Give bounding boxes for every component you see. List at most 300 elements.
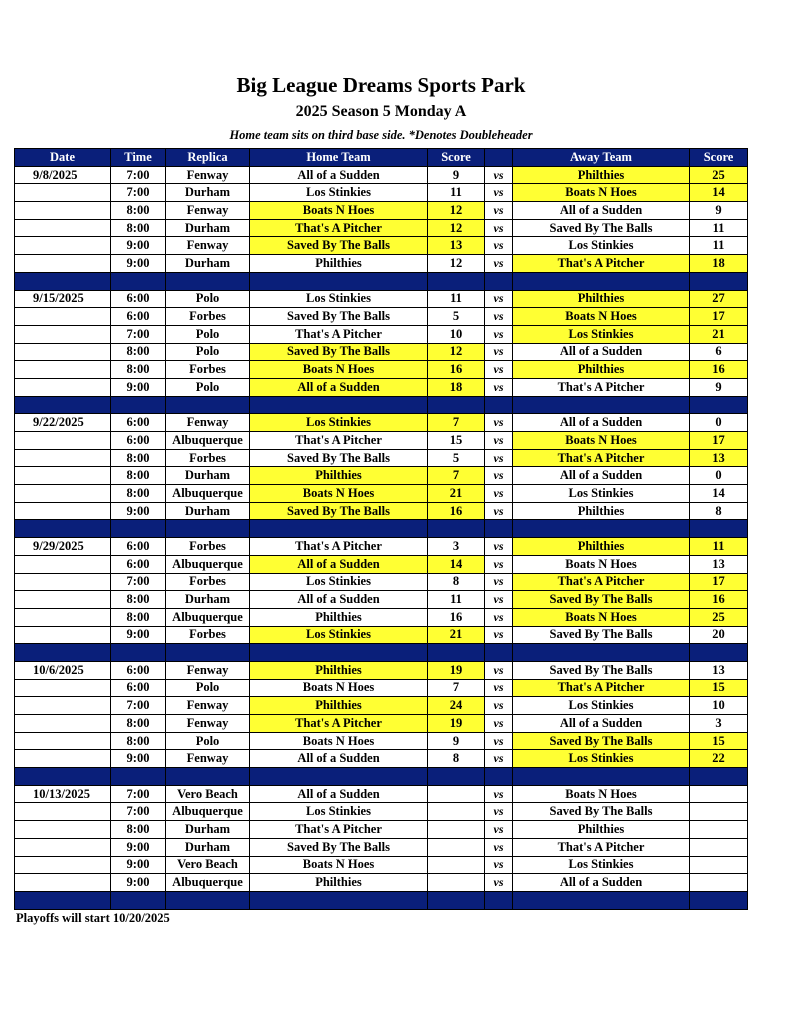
home-score: 9 <box>428 166 485 184</box>
separator-cell <box>166 520 250 538</box>
home-score: 21 <box>428 626 485 644</box>
game-field: Durham <box>166 255 250 273</box>
vs-label: vs <box>485 626 513 644</box>
game-date <box>15 378 111 396</box>
game-time: 6:00 <box>111 308 166 326</box>
home-score <box>428 785 485 803</box>
separator-cell <box>428 272 485 290</box>
game-date <box>15 626 111 644</box>
game-time: 8:00 <box>111 608 166 626</box>
game-field: Albuquerque <box>166 485 250 503</box>
game-field: Fenway <box>166 750 250 768</box>
vs-label: vs <box>485 591 513 609</box>
away-team: Los Stinkies <box>513 697 690 715</box>
separator-cell <box>15 272 111 290</box>
home-score: 11 <box>428 591 485 609</box>
game-field: Durham <box>166 591 250 609</box>
game-row <box>15 184 748 202</box>
game-field: Fenway <box>166 237 250 255</box>
game-time: 7:00 <box>111 785 166 803</box>
home-score: 10 <box>428 325 485 343</box>
away-team: All of a Sudden <box>513 874 690 892</box>
game-field: Forbes <box>166 361 250 379</box>
home-team: Saved By The Balls <box>250 237 428 255</box>
away-team: Saved By The Balls <box>513 732 690 750</box>
game-time: 9:00 <box>111 255 166 273</box>
home-team: Philthies <box>250 697 428 715</box>
vs-label: vs <box>485 290 513 308</box>
separator-cell <box>690 396 748 414</box>
game-date <box>15 502 111 520</box>
vs-label: vs <box>485 308 513 326</box>
home-team: All of a Sudden <box>250 785 428 803</box>
separator-cell <box>513 396 690 414</box>
game-row <box>15 626 748 644</box>
game-date: 9/15/2025 <box>15 290 111 308</box>
home-score: 14 <box>428 555 485 573</box>
game-row <box>15 432 748 450</box>
away-score: 8 <box>690 502 748 520</box>
game-date <box>15 449 111 467</box>
away-team: Los Stinkies <box>513 750 690 768</box>
away-score: 10 <box>690 697 748 715</box>
home-score: 9 <box>428 732 485 750</box>
vs-label: vs <box>485 750 513 768</box>
game-row <box>15 591 748 609</box>
separator-cell <box>250 272 428 290</box>
game-row <box>15 679 748 697</box>
home-score: 16 <box>428 502 485 520</box>
away-team: All of a Sudden <box>513 202 690 220</box>
home-team: Los Stinkies <box>250 573 428 591</box>
home-score <box>428 838 485 856</box>
home-score: 12 <box>428 219 485 237</box>
game-field: Durham <box>166 184 250 202</box>
col-away-team-header: Away Team <box>513 149 690 167</box>
home-score: 5 <box>428 449 485 467</box>
vs-label: vs <box>485 485 513 503</box>
home-score <box>428 874 485 892</box>
away-score: 0 <box>690 414 748 432</box>
separator-cell <box>513 768 690 786</box>
separator-cell <box>166 768 250 786</box>
away-team: Saved By The Balls <box>513 219 690 237</box>
separator-cell <box>485 396 513 414</box>
game-row <box>15 538 748 556</box>
game-field: Polo <box>166 343 250 361</box>
separator-cell <box>485 891 513 909</box>
home-team: That's A Pitcher <box>250 821 428 839</box>
game-row <box>15 219 748 237</box>
schedule-body <box>15 166 748 909</box>
game-field: Polo <box>166 732 250 750</box>
game-date: 10/6/2025 <box>15 661 111 679</box>
vs-label: vs <box>485 219 513 237</box>
away-team: That's A Pitcher <box>513 378 690 396</box>
home-team: Los Stinkies <box>250 290 428 308</box>
game-row <box>15 361 748 379</box>
game-date <box>15 467 111 485</box>
game-field: Fenway <box>166 661 250 679</box>
away-score <box>690 803 748 821</box>
away-score: 13 <box>690 661 748 679</box>
game-date <box>15 485 111 503</box>
away-score: 14 <box>690 485 748 503</box>
game-time: 6:00 <box>111 414 166 432</box>
game-row <box>15 555 748 573</box>
vs-label: vs <box>485 378 513 396</box>
vs-label: vs <box>485 608 513 626</box>
separator-cell <box>428 891 485 909</box>
separator-cell <box>428 520 485 538</box>
game-field: Albuquerque <box>166 874 250 892</box>
away-score: 18 <box>690 255 748 273</box>
vs-label: vs <box>485 785 513 803</box>
away-score: 11 <box>690 538 748 556</box>
home-team: Boats N Hoes <box>250 485 428 503</box>
game-date <box>15 750 111 768</box>
game-row <box>15 485 748 503</box>
schedule-table <box>14 148 748 910</box>
home-score: 24 <box>428 697 485 715</box>
away-score: 15 <box>690 679 748 697</box>
away-score: 11 <box>690 237 748 255</box>
home-team: Saved By The Balls <box>250 343 428 361</box>
away-score: 15 <box>690 732 748 750</box>
home-team: Philthies <box>250 661 428 679</box>
game-date: 9/8/2025 <box>15 166 111 184</box>
away-team: That's A Pitcher <box>513 679 690 697</box>
vs-label: vs <box>485 538 513 556</box>
game-field: Durham <box>166 219 250 237</box>
vs-label: vs <box>485 803 513 821</box>
game-time: 6:00 <box>111 555 166 573</box>
vs-label: vs <box>485 732 513 750</box>
col-home-team-header: Home Team <box>250 149 428 167</box>
separator-cell <box>15 644 111 662</box>
game-time: 9:00 <box>111 856 166 874</box>
away-team: All of a Sudden <box>513 715 690 733</box>
separator-cell <box>250 768 428 786</box>
separator-cell <box>428 644 485 662</box>
vs-label: vs <box>485 255 513 273</box>
separator-cell <box>690 891 748 909</box>
game-field: Polo <box>166 378 250 396</box>
separator-cell <box>250 891 428 909</box>
game-row <box>15 378 748 396</box>
game-time: 7:00 <box>111 325 166 343</box>
week-separator <box>15 272 748 290</box>
home-team: Saved By The Balls <box>250 502 428 520</box>
separator-cell <box>15 520 111 538</box>
away-team: Boats N Hoes <box>513 555 690 573</box>
col-away-score-header: Score <box>690 149 748 167</box>
game-row <box>15 732 748 750</box>
away-team: Saved By The Balls <box>513 626 690 644</box>
game-field: Forbes <box>166 308 250 326</box>
home-score: 12 <box>428 343 485 361</box>
home-team: Los Stinkies <box>250 414 428 432</box>
game-time: 7:00 <box>111 697 166 715</box>
separator-cell <box>690 644 748 662</box>
home-score: 16 <box>428 608 485 626</box>
header-row <box>15 149 748 167</box>
separator-cell <box>111 396 166 414</box>
game-row <box>15 255 748 273</box>
game-date <box>15 325 111 343</box>
game-row <box>15 202 748 220</box>
week-separator <box>15 891 748 909</box>
vs-label: vs <box>485 237 513 255</box>
separator-cell <box>15 396 111 414</box>
separator-cell <box>485 644 513 662</box>
game-field: Fenway <box>166 715 250 733</box>
vs-label: vs <box>485 661 513 679</box>
game-date <box>15 432 111 450</box>
game-time: 8:00 <box>111 715 166 733</box>
away-score: 17 <box>690 573 748 591</box>
home-team: Boats N Hoes <box>250 679 428 697</box>
game-date <box>15 237 111 255</box>
game-time: 9:00 <box>111 750 166 768</box>
away-score: 27 <box>690 290 748 308</box>
away-score: 21 <box>690 325 748 343</box>
away-team: Boats N Hoes <box>513 308 690 326</box>
home-team: Philthies <box>250 608 428 626</box>
schedule-note: Home team sits on third base side. *Denotes Doubleheader <box>229 128 533 142</box>
game-row <box>15 467 748 485</box>
home-score: 7 <box>428 467 485 485</box>
separator-cell <box>111 768 166 786</box>
separator-cell <box>111 644 166 662</box>
away-score: 20 <box>690 626 748 644</box>
home-team: Boats N Hoes <box>250 856 428 874</box>
separator-cell <box>513 272 690 290</box>
away-team: That's A Pitcher <box>513 255 690 273</box>
home-score: 18 <box>428 378 485 396</box>
game-date <box>15 715 111 733</box>
home-score: 19 <box>428 715 485 733</box>
vs-label: vs <box>485 361 513 379</box>
game-date <box>15 591 111 609</box>
home-team: Boats N Hoes <box>250 732 428 750</box>
separator-cell <box>513 891 690 909</box>
home-team: That's A Pitcher <box>250 715 428 733</box>
game-time: 8:00 <box>111 591 166 609</box>
separator-cell <box>15 891 111 909</box>
away-team: Philthies <box>513 502 690 520</box>
home-team: All of a Sudden <box>250 591 428 609</box>
col-time-header: Time <box>111 149 166 167</box>
vs-label: vs <box>485 821 513 839</box>
separator-cell <box>250 520 428 538</box>
game-time: 9:00 <box>111 838 166 856</box>
page-subtitle: 2025 Season 5 Monday A <box>295 103 467 120</box>
game-row <box>15 661 748 679</box>
game-date <box>15 308 111 326</box>
game-time: 6:00 <box>111 290 166 308</box>
away-team: That's A Pitcher <box>513 573 690 591</box>
separator-cell <box>513 644 690 662</box>
home-team: Philthies <box>250 467 428 485</box>
separator-cell <box>111 891 166 909</box>
vs-label: vs <box>485 202 513 220</box>
separator-cell <box>485 520 513 538</box>
game-field: Forbes <box>166 449 250 467</box>
game-time: 9:00 <box>111 874 166 892</box>
home-team: Philthies <box>250 874 428 892</box>
away-team: That's A Pitcher <box>513 838 690 856</box>
game-date <box>15 573 111 591</box>
vs-label: vs <box>485 432 513 450</box>
away-score <box>690 856 748 874</box>
vs-label: vs <box>485 502 513 520</box>
game-field: Fenway <box>166 697 250 715</box>
game-row <box>15 838 748 856</box>
game-row <box>15 343 748 361</box>
vs-label: vs <box>485 414 513 432</box>
home-score: 15 <box>428 432 485 450</box>
vs-label: vs <box>485 449 513 467</box>
home-team: Saved By The Balls <box>250 449 428 467</box>
vs-label: vs <box>485 166 513 184</box>
away-team: All of a Sudden <box>513 414 690 432</box>
game-date <box>15 555 111 573</box>
away-score: 25 <box>690 608 748 626</box>
home-team: Los Stinkies <box>250 803 428 821</box>
away-team: Boats N Hoes <box>513 432 690 450</box>
separator-cell <box>485 272 513 290</box>
home-score: 13 <box>428 237 485 255</box>
home-team: That's A Pitcher <box>250 432 428 450</box>
game-time: 8:00 <box>111 485 166 503</box>
game-time: 6:00 <box>111 538 166 556</box>
game-row <box>15 237 748 255</box>
away-score <box>690 785 748 803</box>
home-team: All of a Sudden <box>250 166 428 184</box>
away-score <box>690 874 748 892</box>
home-team: Los Stinkies <box>250 184 428 202</box>
separator-cell <box>166 644 250 662</box>
away-team: Boats N Hoes <box>513 785 690 803</box>
game-row <box>15 449 748 467</box>
game-row <box>15 290 748 308</box>
game-date <box>15 697 111 715</box>
away-team: Philthies <box>513 821 690 839</box>
vs-label: vs <box>485 838 513 856</box>
separator-cell <box>166 891 250 909</box>
game-date <box>15 856 111 874</box>
home-score: 5 <box>428 308 485 326</box>
game-time: 8:00 <box>111 821 166 839</box>
week-separator <box>15 396 748 414</box>
away-team: Boats N Hoes <box>513 608 690 626</box>
game-row <box>15 874 748 892</box>
vs-label: vs <box>485 184 513 202</box>
home-team: That's A Pitcher <box>250 325 428 343</box>
away-score <box>690 821 748 839</box>
home-score: 21 <box>428 485 485 503</box>
game-date <box>15 679 111 697</box>
game-date <box>15 874 111 892</box>
game-date: 9/29/2025 <box>15 538 111 556</box>
away-team: All of a Sudden <box>513 343 690 361</box>
home-score: 12 <box>428 255 485 273</box>
home-team: Los Stinkies <box>250 626 428 644</box>
away-team: Philthies <box>513 361 690 379</box>
game-field: Fenway <box>166 166 250 184</box>
vs-label: vs <box>485 325 513 343</box>
away-score: 11 <box>690 219 748 237</box>
week-separator <box>15 520 748 538</box>
game-row <box>15 697 748 715</box>
home-team: That's A Pitcher <box>250 538 428 556</box>
away-team: Los Stinkies <box>513 485 690 503</box>
col-date-header: Date <box>15 149 111 167</box>
vs-label: vs <box>485 467 513 485</box>
separator-cell <box>690 520 748 538</box>
vs-label: vs <box>485 874 513 892</box>
separator-cell <box>428 768 485 786</box>
home-score: 8 <box>428 573 485 591</box>
game-row <box>15 573 748 591</box>
home-team: Boats N Hoes <box>250 361 428 379</box>
home-team: That's A Pitcher <box>250 219 428 237</box>
game-time: 8:00 <box>111 361 166 379</box>
separator-cell <box>111 272 166 290</box>
game-time: 9:00 <box>111 502 166 520</box>
separator-cell <box>166 272 250 290</box>
away-team: Los Stinkies <box>513 856 690 874</box>
away-score: 22 <box>690 750 748 768</box>
vs-label: vs <box>485 856 513 874</box>
game-field: Albuquerque <box>166 555 250 573</box>
vs-label: vs <box>485 697 513 715</box>
separator-cell <box>485 768 513 786</box>
game-row <box>15 750 748 768</box>
away-team: Saved By The Balls <box>513 591 690 609</box>
away-score: 0 <box>690 467 748 485</box>
away-team: Boats N Hoes <box>513 184 690 202</box>
away-team: Philthies <box>513 166 690 184</box>
away-team: Los Stinkies <box>513 325 690 343</box>
playoffs-note: Playoffs will start 10/20/2025 <box>16 911 170 925</box>
game-field: Forbes <box>166 573 250 591</box>
col-vs-header <box>485 149 513 167</box>
game-field: Durham <box>166 821 250 839</box>
separator-cell <box>513 520 690 538</box>
game-field: Albuquerque <box>166 803 250 821</box>
game-row <box>15 715 748 733</box>
game-time: 8:00 <box>111 219 166 237</box>
away-score <box>690 838 748 856</box>
home-score: 12 <box>428 202 485 220</box>
away-score: 9 <box>690 378 748 396</box>
game-date: 10/13/2025 <box>15 785 111 803</box>
away-score: 17 <box>690 432 748 450</box>
game-time: 8:00 <box>111 732 166 750</box>
vs-label: vs <box>485 715 513 733</box>
game-row <box>15 308 748 326</box>
game-date <box>15 732 111 750</box>
away-score: 16 <box>690 591 748 609</box>
game-date <box>15 821 111 839</box>
home-score: 16 <box>428 361 485 379</box>
away-team: All of a Sudden <box>513 467 690 485</box>
game-date <box>15 608 111 626</box>
away-score: 25 <box>690 166 748 184</box>
game-row <box>15 856 748 874</box>
